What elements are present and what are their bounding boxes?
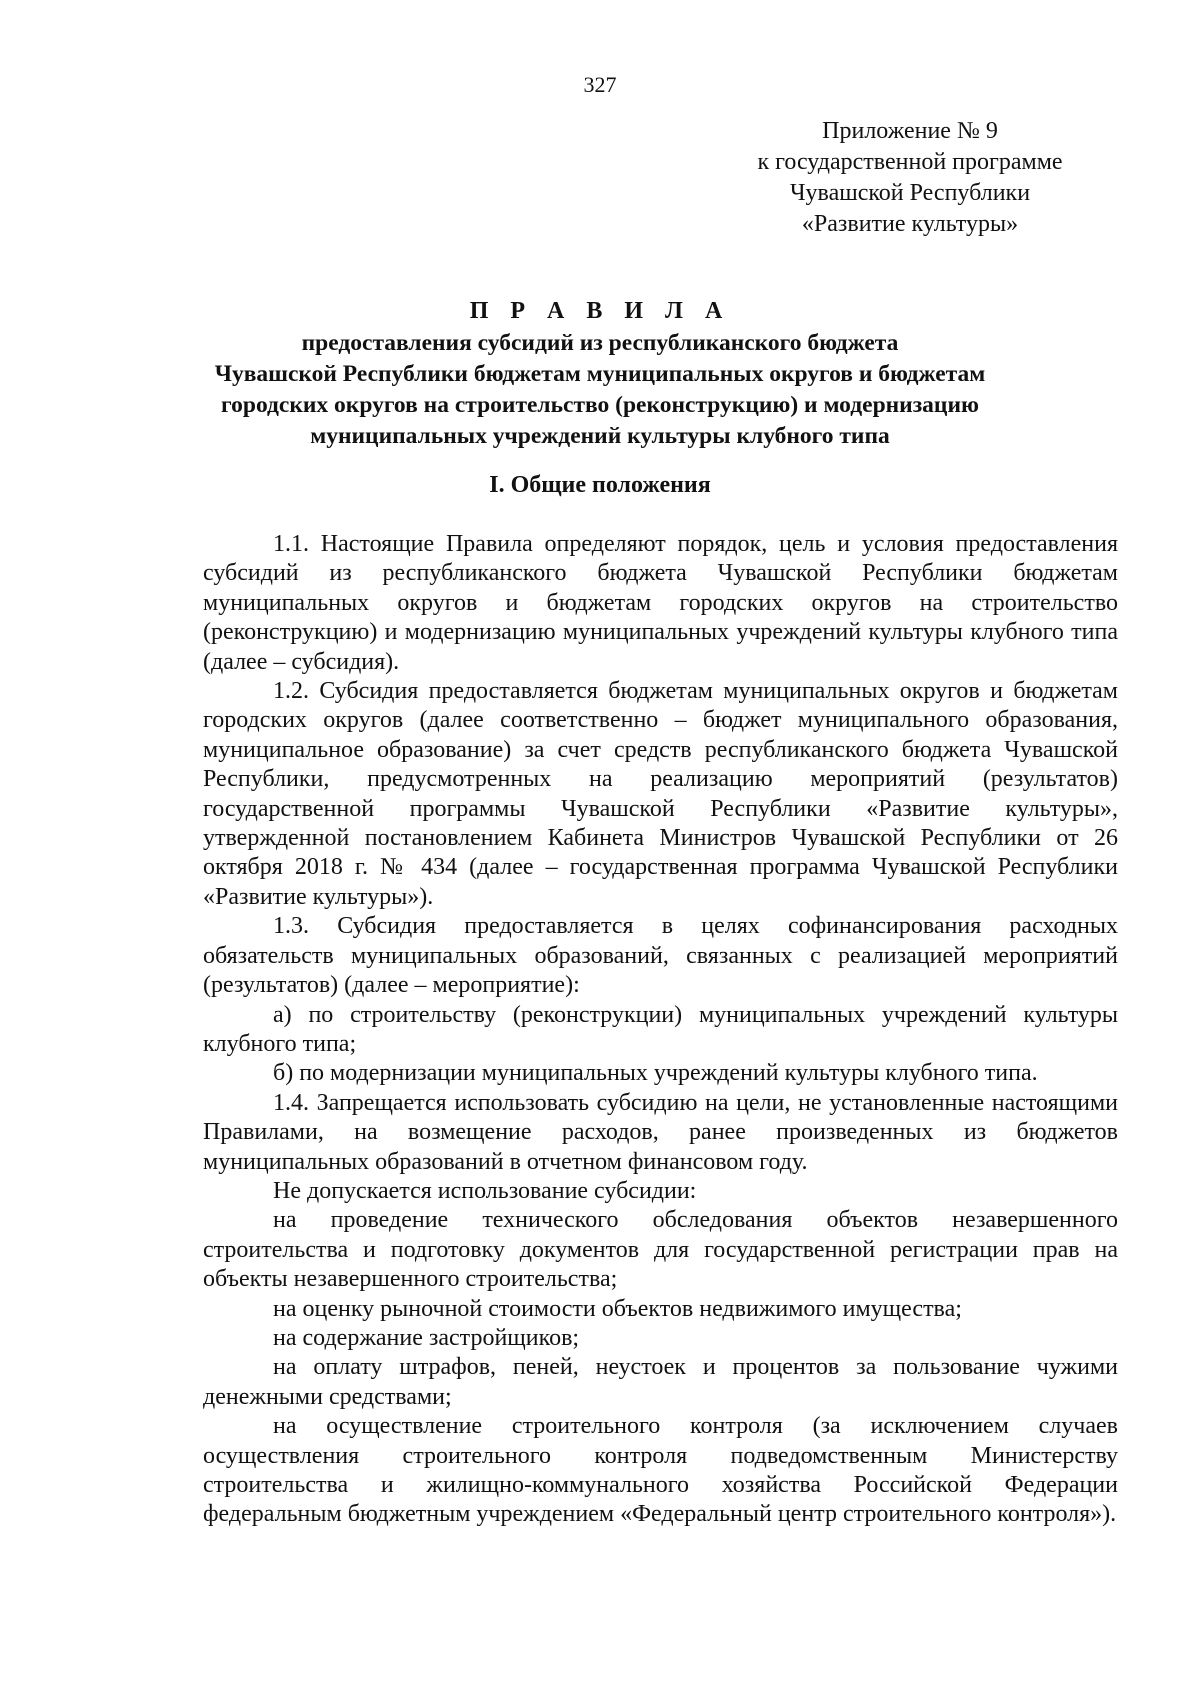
page-number: 327 — [583, 72, 617, 97]
paragraph: 1.1. Настоящие Правила определяют порядок, цель и условия предоставления субсидий из республиканского бюджета Чувашской Республики бюджетам муниципальных округов и бюджетам городских округов на строительство (реконструкцию) и модернизацию муниципальных учреждений культуры клубного типа (далее – субсидия). — [203, 531, 1118, 675]
paragraph: а) по строительству (реконструкции) муниципальных учреждений культуры клубного типа; — [203, 1001, 1118, 1057]
title-line: Чувашской Республики бюджетам муниципальных округов и бюджетам — [214, 361, 986, 387]
title-line: предоставления субсидий из республиканского бюджета — [301, 330, 899, 356]
paragraph: на оплату штрафов, пеней, неустоек и процентов за пользование чужими денежными средствами; — [203, 1354, 1118, 1410]
paragraph: на проведение технического обследования объектов незавершенного строительства и подготовку документов для государственной регистрации прав на объекты незавершенного строительства; — [203, 1207, 1118, 1293]
appendix-reference — [700, 116, 1120, 240]
title-line: муниципальных учреждений культуры клубного типа — [310, 423, 890, 449]
appendix-line: «Развитие культуры» — [801, 211, 1019, 237]
paragraph: на содержание застройщиков; — [273, 1324, 580, 1351]
appendix-line: Приложение № 9 — [822, 118, 998, 144]
paragraph: б) по модернизации муниципальных учреждений культуры клубного типа. — [273, 1060, 1038, 1087]
appendix-line: Чувашской Республики — [789, 180, 1031, 206]
paragraph: на осуществление строительного контроля (за исключением случаев осуществления строительного контроля подведомственным Министерству строительства и жилищно-коммунального хозяйства Российской Федерации федеральным бюджетным учреждением «Федеральный центр строительного контроля»). — [203, 1413, 1118, 1528]
paragraph: Не допускается использование субсидии: — [273, 1177, 697, 1204]
paragraph: на оценку рыночной стоимости объектов недвижимого имущества; — [273, 1295, 962, 1322]
paragraph: 1.2. Субсидия предоставляется бюджетам муниципальных округов и бюджетам городских округов (далее соответственно – бюджет муниципального образования, муниципальное образование) за счет средств республиканского бюджета Чувашской Республики, предусмотренных на реализацию мероприятий (результатов) государственной программы Чувашской Республики «Развитие культуры», утвержденной постановлением Кабинета Министров Чувашской Республики от 26 октября 2018 г. № 434 (далее – государственная программа Чувашской Республики «Развитие культуры»). — [203, 678, 1118, 910]
appendix-line: к государственной программе — [757, 149, 1063, 175]
title-line: городских округов на строительство (реконструкцию) и модернизацию — [221, 392, 979, 418]
section-heading: I. Общие положения — [489, 472, 711, 498]
title-main: П Р А В И Л А — [469, 298, 731, 324]
body-text — [203, 530, 1118, 1530]
paragraph: 1.4. Запрещается использовать субсидию на цели, не установленные настоящими Правилами, на возмещение расходов, ранее произведенных из бюджетов муниципальных образований в отчетном финансовом году. — [203, 1089, 1118, 1175]
paragraph: 1.3. Субсидия предоставляется в целях софинансирования расходных обязательств муниципальных образований, связанных с реализацией мероприятий (результатов) (далее – мероприятие): — [203, 913, 1118, 999]
document-title — [150, 296, 1050, 452]
